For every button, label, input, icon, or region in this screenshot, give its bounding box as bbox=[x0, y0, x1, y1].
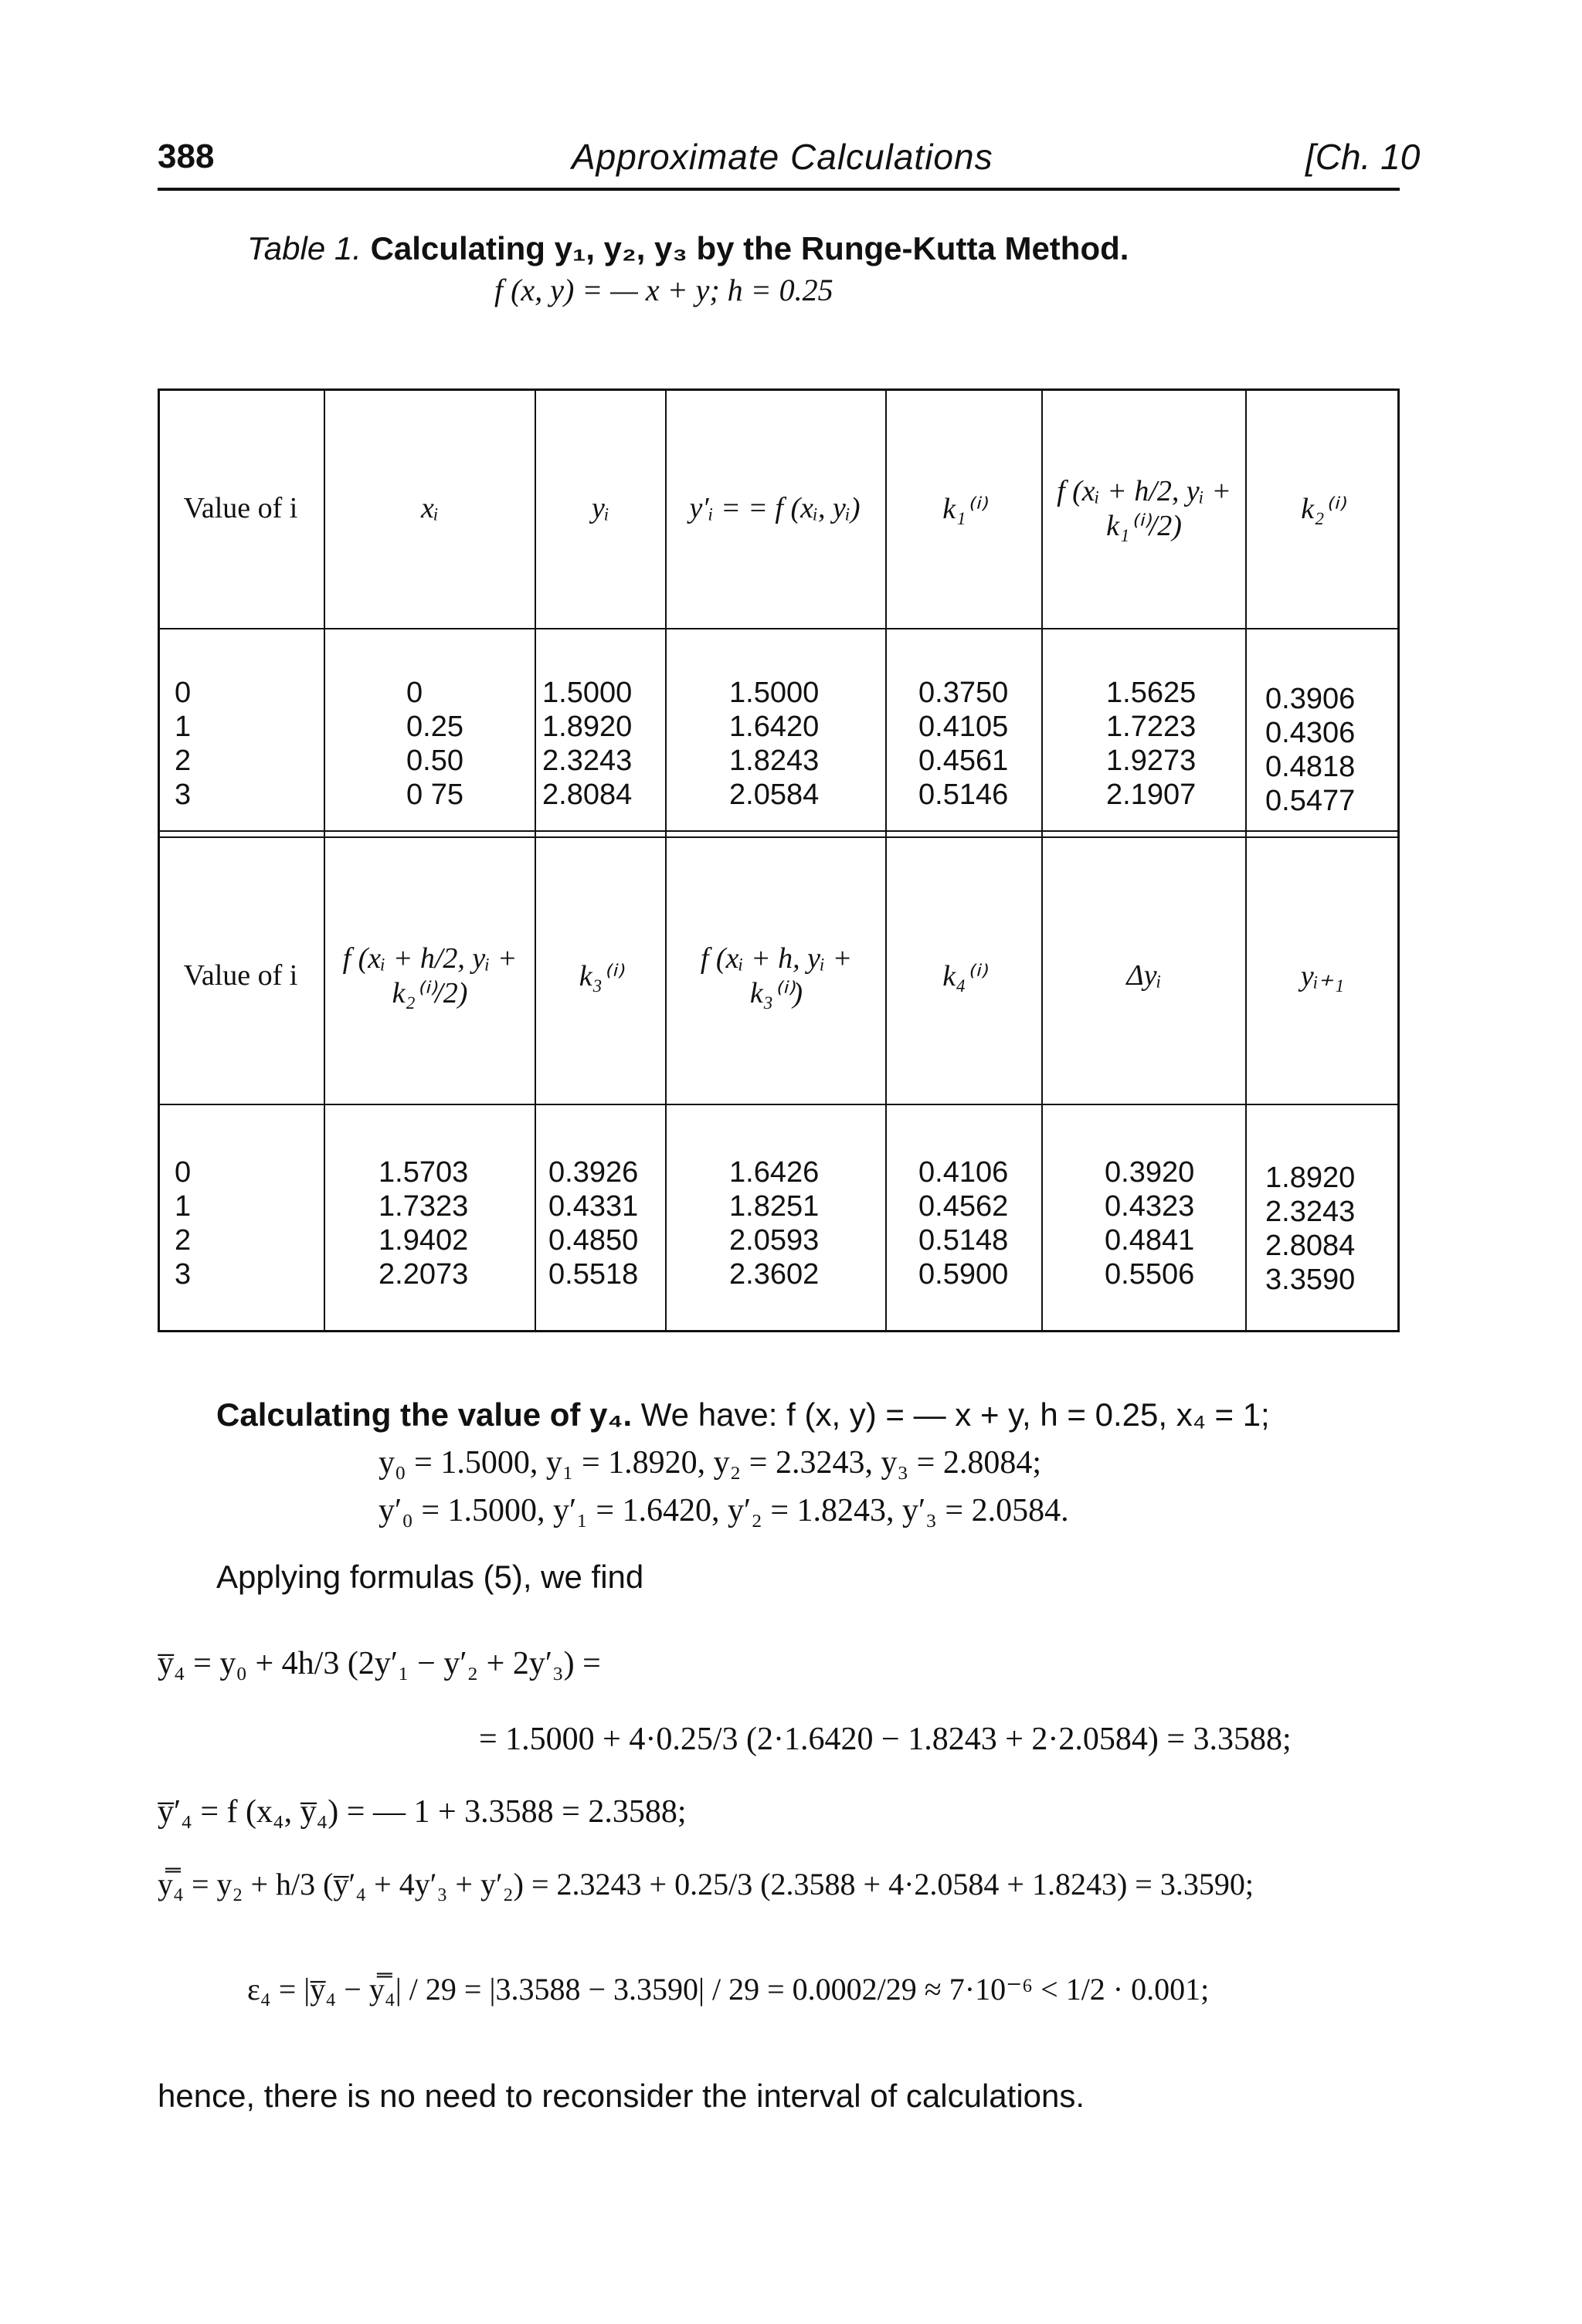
paragraph-lead: Calculating the value of y₄. bbox=[216, 1396, 633, 1433]
table-cell: 0.5518 bbox=[548, 1258, 639, 1291]
header-rule-bottom bbox=[158, 1104, 1400, 1105]
table-cell: 0.4841 bbox=[1105, 1224, 1195, 1257]
equation-predictor: y̅₄ = y₀ + 4h/3 (2y′₁ − y′₂ + 2y′₃) = bbox=[158, 1646, 601, 1681]
table-cell: 1.5625 bbox=[1106, 677, 1197, 709]
top-col-derivative bbox=[729, 676, 819, 812]
table-cell: 1.8243 bbox=[729, 745, 820, 777]
table-cell: 2.0584 bbox=[729, 779, 820, 811]
table-cell: 0.4106 bbox=[918, 1156, 1009, 1189]
table-cell: 1.7223 bbox=[1106, 711, 1197, 743]
table-cell: 1.7323 bbox=[379, 1190, 469, 1223]
given-derivatives: y′₀ = 1.5000, y′₁ = 1.6420, y′₂ = 1.8243, y′₃ = 2.0584. bbox=[379, 1493, 1069, 1528]
table-cell: 0.5477 bbox=[1265, 785, 1356, 817]
paragraph-conclusion: hence, there is no need to reconsider the interval of calculations. bbox=[158, 2078, 1085, 2114]
paragraph-applying: Applying formulas (5), we find bbox=[216, 1559, 644, 1595]
table-cell: 2.3602 bbox=[729, 1258, 820, 1291]
header-k4: k₄⁽ⁱ⁾ bbox=[942, 959, 986, 992]
table-cell: 0 bbox=[175, 1156, 192, 1189]
top-col-k2 bbox=[1265, 682, 1355, 818]
header-f-half-k2: f (xᵢ + h/2, yᵢ + k₂⁽ⁱ⁾/2) bbox=[342, 941, 518, 1009]
header-xi: xᵢ bbox=[421, 492, 439, 524]
paragraph-rest: We have: f (x, y) = — x + y, h = 0.25, x₄ = 1; bbox=[632, 1396, 1270, 1433]
table-cell: 0.4331 bbox=[548, 1190, 639, 1223]
table-cell: 0 bbox=[175, 677, 192, 709]
table-cell: 3 bbox=[175, 1258, 192, 1291]
table-cell: 0.3906 bbox=[1265, 683, 1356, 715]
table-cell: 2.3243 bbox=[1265, 1196, 1356, 1228]
header-k1: k₁⁽ⁱ⁾ bbox=[942, 492, 986, 525]
top-col-yi bbox=[542, 676, 632, 812]
table-cell: 2.8084 bbox=[542, 779, 633, 811]
table-cell: 3.3590 bbox=[1265, 1264, 1356, 1296]
bottom-col-delta-y bbox=[1105, 1155, 1194, 1291]
table-cell: 2.1907 bbox=[1106, 779, 1197, 811]
page-number: 388 bbox=[158, 137, 215, 175]
equation-predictor-value: = 1.5000 + 4·0.25/3 (2·1.6420 − 1.8243 + 2·2.0584) = 3.3588; bbox=[479, 1722, 1292, 1757]
table-cell: 1 bbox=[175, 1190, 192, 1223]
top-col-xi bbox=[406, 676, 463, 812]
table-cell: 1.9402 bbox=[379, 1224, 469, 1257]
table-cell: 2.0593 bbox=[729, 1224, 820, 1257]
top-col-value-of-i bbox=[175, 676, 191, 812]
table-caption bbox=[247, 230, 1329, 267]
table-cell: 0.5900 bbox=[918, 1258, 1009, 1291]
table-cell: 1 bbox=[175, 711, 192, 743]
table-cell: 1.6420 bbox=[729, 711, 820, 743]
table-cell: 0.4323 bbox=[1105, 1190, 1195, 1223]
table-cell: 0.4105 bbox=[918, 711, 1009, 743]
table-cell: 0.4306 bbox=[1265, 717, 1356, 749]
table-cell: 0.4561 bbox=[918, 745, 1009, 777]
equation-corrector: y̿₄ = y₂ + h/3 (y̅′₄ + 4y′₃ + y′₂) = 2.3243 + 0.25/3 (2.3588 + 4·2.0584 + 1.8243) = 3.3590; bbox=[158, 1867, 1254, 1902]
table-cell: 1.8920 bbox=[542, 711, 633, 743]
table-cell: 0.5506 bbox=[1105, 1258, 1195, 1291]
table-cell: 0.4818 bbox=[1265, 751, 1356, 783]
bottom-col-f-half-k2 bbox=[379, 1155, 468, 1291]
table-cell: 0.3750 bbox=[918, 677, 1009, 709]
table-cell: 3 bbox=[175, 779, 192, 811]
header-rule-top bbox=[158, 628, 1400, 629]
section-rule-b bbox=[158, 836, 1400, 838]
table-cell: 0.4850 bbox=[548, 1224, 639, 1257]
col-rule-5 bbox=[1041, 388, 1043, 1332]
section-rule-a bbox=[158, 830, 1400, 832]
header-delta-y: Δyᵢ bbox=[1126, 959, 1162, 992]
runge-kutta-table bbox=[158, 388, 1400, 1332]
bottom-col-f-full-k3 bbox=[729, 1155, 819, 1291]
table-cell: 2.8084 bbox=[1265, 1230, 1356, 1262]
table-cell: 2 bbox=[175, 745, 192, 777]
table-cell: 0.5148 bbox=[918, 1224, 1009, 1257]
table-cell: 2.3243 bbox=[542, 745, 633, 777]
running-title: Approximate Calculations bbox=[572, 137, 993, 177]
top-col-k1 bbox=[918, 676, 1008, 812]
header-f-half-k1: f (xᵢ + h/2, yᵢ + k₁⁽ⁱ⁾/2) bbox=[1057, 474, 1231, 542]
equation-error: ε₄ = |y̅₄ − y̿₄| / 29 = |3.3588 − 3.3590| / 29 = 0.0002/29 ≈ 7·10⁻⁶ < 1/2 · 0.001; bbox=[247, 1972, 1210, 2007]
table-cell: 2.2073 bbox=[379, 1258, 469, 1291]
table-cell: 1.8251 bbox=[729, 1190, 820, 1223]
table-cell: 1.5000 bbox=[729, 677, 820, 709]
table-bottom-border bbox=[158, 1330, 1400, 1332]
header-k2: k₂⁽ⁱ⁾ bbox=[1301, 492, 1344, 525]
table-cell: 2 bbox=[175, 1224, 192, 1257]
table-cell: 1.5703 bbox=[379, 1156, 469, 1189]
table-top-border bbox=[158, 388, 1400, 391]
top-col-f-half-k1 bbox=[1106, 676, 1196, 812]
table-cell: 0.50 bbox=[406, 745, 463, 777]
table-cell: 0 75 bbox=[406, 779, 463, 811]
table-cell: 0.25 bbox=[406, 711, 463, 743]
table-cell: 0.3926 bbox=[548, 1156, 639, 1189]
chapter-label: [Ch. 10 bbox=[1305, 137, 1421, 177]
given-y-values: y₀ = 1.5000, y₁ = 1.8920, y₂ = 2.3243, y₃ = 2.8084; bbox=[379, 1445, 1041, 1481]
bottom-col-k3 bbox=[548, 1155, 638, 1291]
header-value-of-i-2: Value of i bbox=[183, 959, 298, 992]
header-y-next: yᵢ₊₁ bbox=[1300, 959, 1345, 992]
bottom-col-k4 bbox=[918, 1155, 1008, 1291]
table-label: Table 1. bbox=[247, 230, 362, 266]
paragraph-calculating-y4 bbox=[216, 1396, 1270, 1433]
table-cell: 0.3920 bbox=[1105, 1156, 1195, 1189]
header-value-of-i: Value of i bbox=[183, 492, 298, 524]
header-derivative: y′ᵢ = = f (xᵢ, yᵢ) bbox=[689, 492, 861, 524]
table-subtitle: f (x, y) = — x + y; h = 0.25 bbox=[494, 273, 833, 307]
header-k3: k₃⁽ⁱ⁾ bbox=[579, 959, 623, 992]
bottom-col-value-of-i bbox=[175, 1155, 191, 1291]
col-rule-3 bbox=[665, 388, 667, 1332]
table-cell: 0.4562 bbox=[918, 1190, 1009, 1223]
bottom-col-y-next bbox=[1265, 1161, 1355, 1297]
header-f-full-k3: f (xᵢ + h, yᵢ + k₃⁽ⁱ⁾) bbox=[700, 941, 853, 1009]
header-rule bbox=[158, 188, 1400, 191]
table-cell: 1.6426 bbox=[729, 1156, 820, 1189]
table-cell: 0.5146 bbox=[918, 779, 1009, 811]
table-cell: 0 bbox=[406, 677, 423, 709]
table-cell: 1.9273 bbox=[1106, 745, 1197, 777]
equation-derivative: y̅′₄ = f (x₄, y̅₄) = — 1 + 3.3588 = 2.3588; bbox=[158, 1794, 687, 1830]
table-title: Calculating y₁, y₂, y₃ by the Runge-Kutta Method. bbox=[370, 230, 1129, 266]
header-yi: yᵢ bbox=[592, 492, 609, 524]
table-cell: 1.8920 bbox=[1265, 1162, 1356, 1194]
table-cell: 1.5000 bbox=[542, 677, 633, 709]
